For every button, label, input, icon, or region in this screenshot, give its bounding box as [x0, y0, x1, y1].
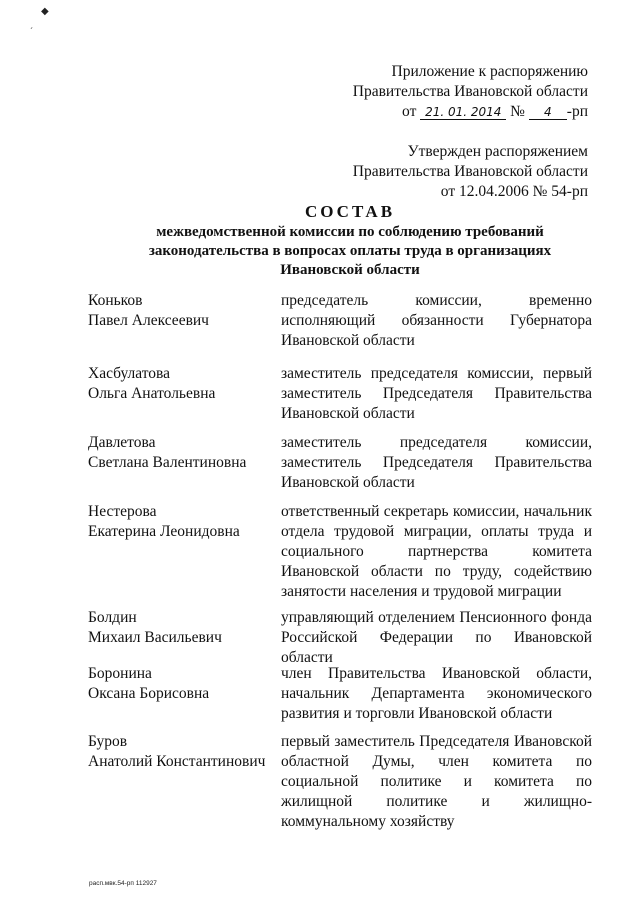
number-prefix: №: [510, 103, 525, 120]
member-name: Нестерова Екатерина Леонидовна: [88, 503, 240, 540]
scan-mark-icon: ˊ: [30, 26, 33, 36]
title-line-2: законодательства в вопросах оплаты труда в организациях: [148, 243, 552, 259]
member-name: Давлетова Светлана Валентиновна: [88, 434, 247, 471]
member-row: [88, 608, 592, 664]
member-name: Коньков Павел Алексеевич: [88, 292, 209, 329]
title-line-3: Ивановской области: [280, 262, 420, 278]
member-role: первый заместитель Председателя Ивановской областной Думы, член комитета по социальной политике и комитета по жилищной политике и жилищно-коммунальному хозяйству: [281, 733, 592, 830]
approval-block: [353, 62, 588, 202]
handwritten-number: 4: [529, 105, 567, 120]
member-role: ответственный секретарь комиссии, начальник отдела трудовой миграции, оплаты труда и социального партнерства комитета Ивановской области по труду, содействию занятости населения и трудовой миграции: [281, 503, 592, 600]
document-title: [80, 201, 620, 280]
member-role: управляющий отделением Пенсионного фонда Российской Федерации по Ивановской области: [281, 609, 592, 666]
member-row: [88, 502, 592, 608]
member-list: [88, 291, 592, 830]
appendix-date-line: [353, 102, 588, 122]
member-name: Боронина Оксана Борисовна: [88, 665, 210, 702]
appendix-line-1: Приложение к распоряжению: [391, 63, 588, 80]
member-role: заместитель председателя комиссии, заместитель Председателя Правительства Ивановской области: [281, 434, 592, 491]
member-row: [88, 433, 592, 502]
member-name: Хасбулатова Ольга Анатольевна: [88, 365, 216, 402]
file-reference: расп.мвк.54-рп 112927: [89, 880, 157, 887]
scan-mark-icon: ◆: [41, 6, 49, 17]
title-heading: СОСТАВ: [304, 202, 396, 221]
date-prefix: от: [402, 103, 417, 120]
member-role: член Правительства Ивановской области, начальник Департамента экономического развития и торговли Ивановской области: [281, 665, 592, 722]
member-row: [88, 364, 592, 433]
member-row: [88, 664, 592, 732]
title-line-1: межведомственной комиссии по соблюдению требований: [156, 224, 544, 240]
member-name: Буров Анатолий Константинович: [88, 733, 266, 770]
approved-line-2: Правительства Ивановской области: [352, 163, 588, 180]
number-suffix: -рп: [566, 103, 588, 120]
approved-line-3: от 12.04.2006 № 54-рп: [440, 183, 588, 200]
approved-line-1: Утвержден распоряжением: [407, 143, 588, 160]
member-row: [88, 291, 592, 364]
member-row: [88, 732, 592, 830]
appendix-line-2: Правительства Ивановской области: [352, 83, 588, 100]
member-role: заместитель председателя комиссии, первый заместитель Председателя Правительства Ивановской области: [281, 365, 592, 422]
handwritten-date: 21. 01. 2014: [420, 105, 506, 120]
member-role: председатель комиссии, временно исполняющий обязанности Губернатора Ивановской области: [281, 292, 592, 349]
member-name: Болдин Михаил Васильевич: [88, 609, 222, 646]
